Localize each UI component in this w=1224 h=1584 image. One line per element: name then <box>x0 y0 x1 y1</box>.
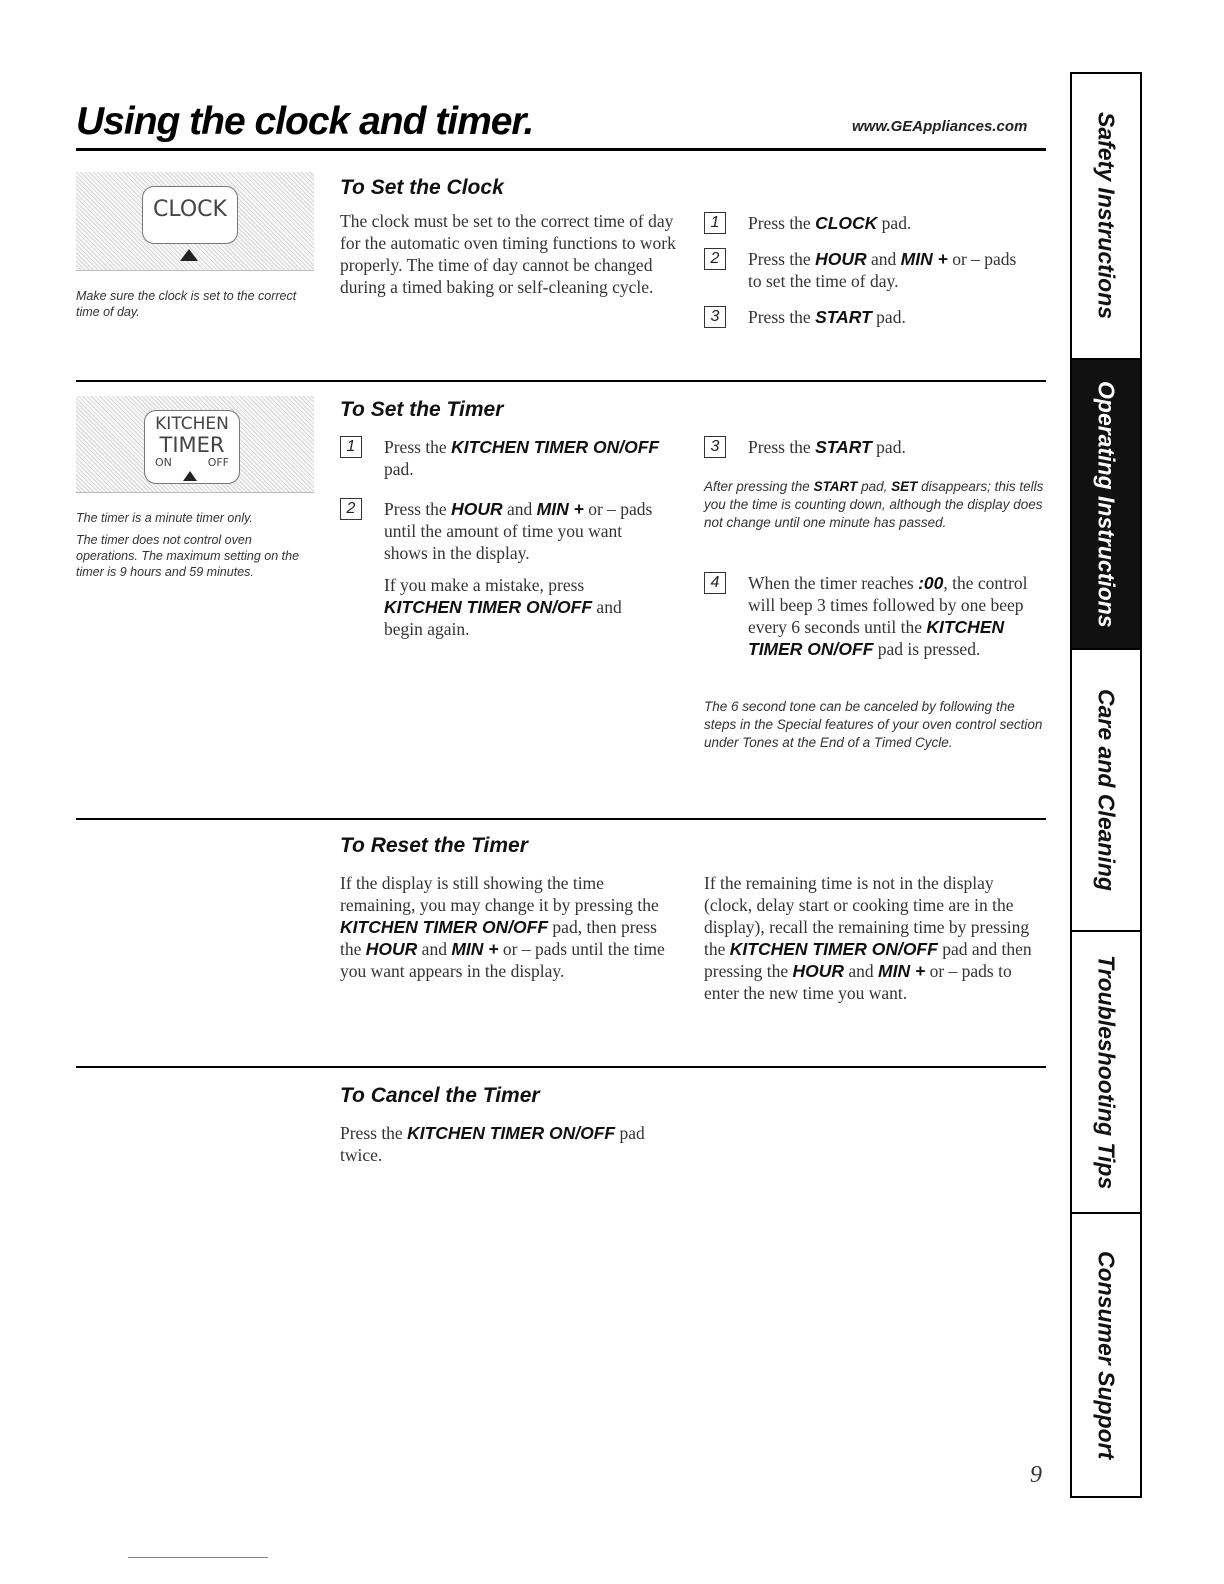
indicator-arrow-icon <box>180 249 198 261</box>
tab-care-and-cleaning[interactable]: Care and Cleaning <box>1072 650 1140 932</box>
set-clock-body: The clock must be set to the correct time of day for the automatic oven timing functions to work properly. The time of day cannot be changed during a timed baking or self-cleaning cycle. <box>340 211 676 297</box>
timer-caption-1: The timer is a minute timer only. <box>76 511 253 525</box>
reset-timer-heading: To Reset the Timer <box>340 834 528 857</box>
indicator-arrow-icon <box>183 471 197 481</box>
clock-pad-label: CLOCK <box>153 197 227 222</box>
section-divider <box>76 1066 1046 1068</box>
timer-pad-line1: KITCHEN <box>155 414 229 434</box>
timer-pad-illustration <box>76 396 314 493</box>
cancel-timer-heading: To Cancel the Timer <box>340 1084 540 1107</box>
timer-step-2: 2 Press the HOUR and MIN + or – pads until the amount of time you want shows in the display. <box>340 498 670 564</box>
clock-step-3: 3 Press the START pad. <box>704 306 1024 328</box>
timer-pad-line2: TIMER <box>159 433 225 457</box>
header-rule <box>76 148 1046 151</box>
clock-caption: Make sure the clock is set to the correct time of day. <box>76 289 297 319</box>
page-title: Using the clock and timer. <box>76 100 534 143</box>
step-number: 3 <box>704 306 726 328</box>
reset-timer-col1: If the display is still showing the time remaining, you may change it by pressing the KITCHEN TIMER ON/OFF pad, then press the HOUR and MIN + or – pads until the time you want appears in the display. <box>340 873 665 981</box>
clock-pad-illustration <box>76 172 314 271</box>
timer-step-3: 3 Press the START pad. <box>704 436 1034 458</box>
timer-mistake-text: If you make a mistake, press KITCHEN TIMER ON/OFF and begin again. <box>384 575 622 639</box>
section-divider <box>76 818 1046 820</box>
step-number: 1 <box>704 212 726 234</box>
clock-step-1: 1 Press the CLOCK pad. <box>704 212 1024 234</box>
section-sidebar <box>1070 72 1142 1498</box>
timer-note-1: After pressing the START pad, SET disappears; this tells you the time is counting down, although the display does not change until one minute has passed. <box>704 479 1044 530</box>
website-url[interactable]: www.GEAppliances.com <box>852 118 1028 135</box>
step-number: 2 <box>704 248 726 270</box>
tab-operating-instructions[interactable]: Operating Instructions <box>1072 360 1140 650</box>
page-number: 9 <box>1030 1462 1042 1488</box>
clock-step-2: 2 Press the HOUR and MIN + or – pads to set the time of day. <box>704 248 1024 292</box>
reset-timer-col2: If the remaining time is not in the display (clock, delay start or cooking time are in the display), recall the remaining time by pressing the KITCHEN TIMER ON/OFF pad and then pressing the HOUR and MIN + or – pads to enter the new time you want. <box>704 873 1032 1003</box>
tab-safety-instructions[interactable]: Safety Instructions <box>1072 74 1140 360</box>
set-timer-heading: To Set the Timer <box>340 398 504 421</box>
step-number: 2 <box>340 498 362 520</box>
set-clock-heading: To Set the Clock <box>340 176 504 199</box>
timer-caption-2: The timer does not control oven operations. The maximum setting on the timer is 9 hours and 59 minutes. <box>76 533 300 579</box>
step-number: 1 <box>340 436 362 458</box>
timer-step-1: 1 Press the KITCHEN TIMER ON/OFF pad. <box>340 436 670 480</box>
step-number: 4 <box>704 572 726 594</box>
timer-pad-off: OFF <box>207 456 229 469</box>
step-number: 3 <box>704 436 726 458</box>
footer-line <box>128 1557 268 1558</box>
cancel-timer-body: Press the KITCHEN TIMER ON/OFF pad twice. <box>340 1123 645 1165</box>
tab-consumer-support[interactable]: Consumer Support <box>1093 1250 1120 1460</box>
timer-pad-on: ON <box>155 456 172 469</box>
timer-step-4: 4 When the timer reaches :00, the control will beep 3 times followed by one beep every 6 seconds until the KITCHEN TIMER ON/OFF pad is pressed. <box>704 572 1034 660</box>
section-divider <box>76 380 1046 382</box>
tab-troubleshooting-tips[interactable]: Troubleshooting Tips <box>1072 932 1140 1214</box>
timer-note-2: The 6 second tone can be canceled by following the steps in the Special features of your oven control section under Tones at the End of a Timed Cycle. <box>704 699 1043 750</box>
